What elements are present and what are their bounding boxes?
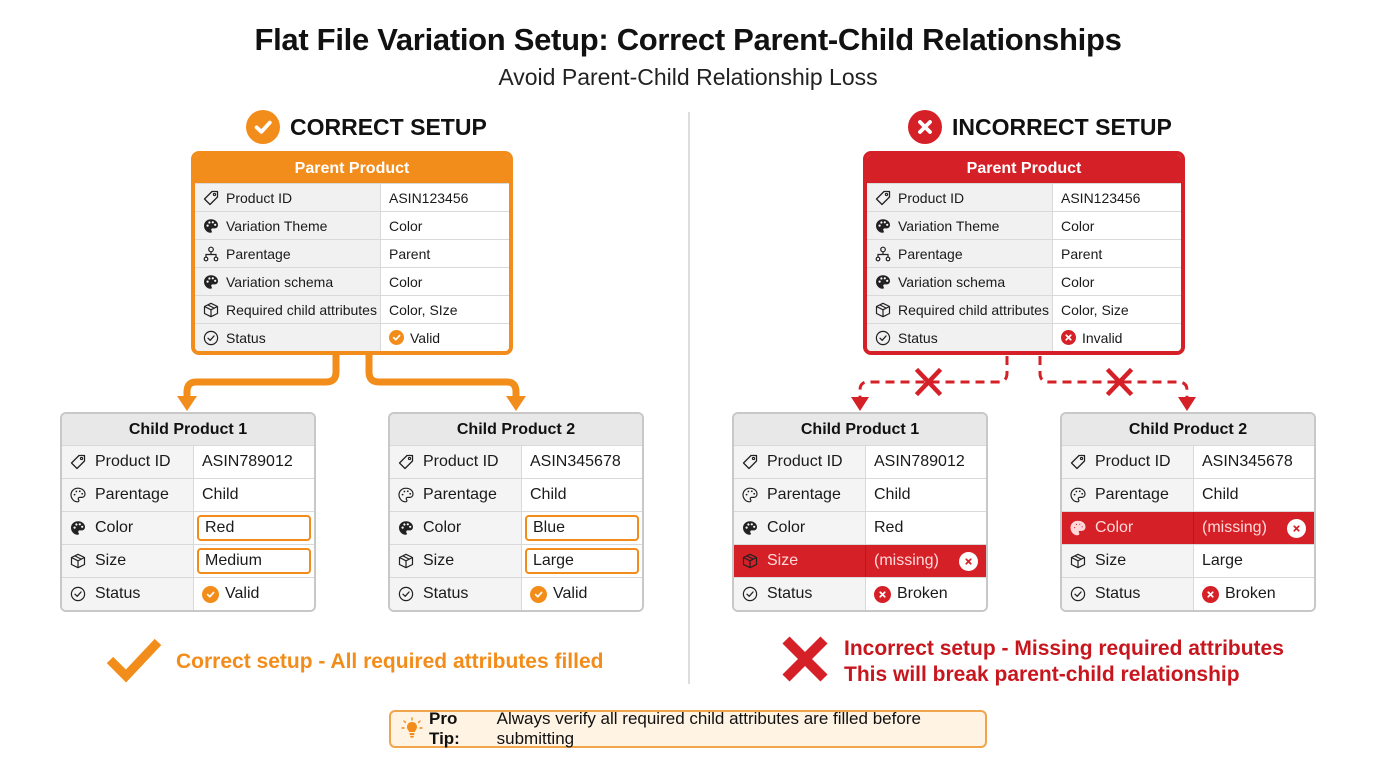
- hierarchy-icon: [203, 246, 219, 262]
- correct-child-1-table: [60, 412, 316, 612]
- highlighted-value: [525, 548, 639, 574]
- hierarchy-icon: [875, 246, 891, 262]
- palette-icon: [398, 520, 414, 536]
- table-row: [1062, 577, 1314, 610]
- row-value: ASIN789012: [202, 453, 293, 470]
- row-value: Child: [874, 486, 911, 503]
- correct-summary: [106, 634, 603, 690]
- x-badge-icon: [874, 586, 891, 603]
- table-row: [390, 544, 642, 577]
- row-value: (missing): [874, 552, 939, 569]
- row-label: Status: [423, 585, 469, 602]
- check-circle-outline-icon: [875, 330, 891, 346]
- pro-tip-banner: [389, 710, 987, 748]
- highlighted-value: [197, 515, 311, 541]
- row-value: Child: [1202, 486, 1239, 503]
- highlighted-value: [197, 548, 311, 574]
- error-x-icon: [1287, 519, 1306, 538]
- row-value: ASIN345678: [530, 453, 621, 470]
- table-row: [390, 511, 642, 544]
- row-label: Parentage: [1095, 486, 1169, 503]
- row-value: Medium: [205, 552, 262, 569]
- tag-icon: [875, 190, 891, 206]
- row-value: Color: [389, 273, 423, 290]
- table-row: [734, 511, 986, 544]
- correct-connectors: [187, 355, 516, 398]
- checkmark-icon: [106, 634, 162, 690]
- row-value: Child: [530, 486, 567, 503]
- check-badge-icon: [389, 330, 404, 345]
- check-circle-icon: [246, 110, 280, 144]
- palette-outline-icon: [742, 487, 758, 503]
- row-label: Parentage: [226, 245, 291, 262]
- table-row: [734, 445, 986, 478]
- status-value: Broken: [897, 585, 948, 602]
- palette-outline-icon: [1070, 487, 1086, 503]
- row-label: Parentage: [95, 486, 169, 503]
- row-label: Product ID: [898, 189, 965, 206]
- missing-attribute-row: [734, 544, 986, 577]
- palette-icon: [875, 274, 891, 290]
- table-row: [62, 544, 314, 577]
- broken-connectors: [860, 356, 1187, 398]
- table-row: [867, 183, 1181, 211]
- row-value: ASIN123456: [1061, 189, 1141, 206]
- row-label: Color: [1095, 519, 1134, 536]
- row-label: Required child attributes: [226, 301, 377, 318]
- row-label: Product ID: [226, 189, 293, 206]
- status-value: Valid: [225, 585, 260, 602]
- missing-attribute-row: [1062, 511, 1314, 544]
- status-value: Invalid: [1082, 329, 1123, 346]
- table-row: [62, 577, 314, 610]
- break-x-marks: [918, 371, 1130, 393]
- row-value: Red: [205, 519, 235, 536]
- row-value: Color: [1061, 273, 1095, 290]
- row-label: Size: [767, 552, 799, 569]
- table-row: [195, 183, 509, 211]
- table-row: [390, 445, 642, 478]
- incorrect-summary: [780, 634, 1284, 690]
- status-value: Valid: [553, 585, 588, 602]
- palette-icon: [742, 520, 758, 536]
- pro-tip-text: Always verify all required child attributes are filled before submitting: [496, 709, 921, 748]
- check-circle-outline-icon: [742, 586, 758, 602]
- row-label: Size: [95, 552, 127, 569]
- check-circle-outline-icon: [398, 586, 414, 602]
- row-label: Status: [767, 585, 813, 602]
- row-label: Product ID: [1095, 453, 1171, 470]
- child-table-header: Child Product 1: [62, 414, 314, 445]
- tag-icon: [398, 454, 414, 470]
- check-circle-outline-icon: [70, 586, 86, 602]
- table-row: [867, 323, 1181, 351]
- x-badge-icon: [1202, 586, 1219, 603]
- table-row: [867, 267, 1181, 295]
- row-label: Size: [423, 552, 455, 569]
- palette-outline-icon: [398, 487, 414, 503]
- incorrect-summary-line1: Incorrect setup - Missing required attributes: [844, 637, 1284, 660]
- table-row: [1062, 445, 1314, 478]
- row-label: Variation schema: [226, 273, 334, 290]
- pro-tip-label: Pro Tip:: [429, 709, 460, 748]
- palette-icon: [203, 218, 219, 234]
- table-row: [195, 211, 509, 239]
- big-x-icon: [780, 634, 830, 690]
- correct-child-2-table: [388, 412, 644, 612]
- table-row: [734, 478, 986, 511]
- box-icon: [203, 302, 219, 318]
- child-table-header: Child Product 2: [1062, 414, 1314, 445]
- table-row: [867, 239, 1181, 267]
- status-value: Broken: [1225, 585, 1276, 602]
- row-value: Large: [1202, 552, 1243, 569]
- row-value: ASIN123456: [389, 189, 469, 206]
- x-circle-icon: [908, 110, 942, 144]
- page-title: Flat File Variation Setup: Correct Parent-Child Relationships: [254, 22, 1122, 57]
- row-label: Parentage: [767, 486, 841, 503]
- box-icon: [742, 553, 758, 569]
- row-value: Color: [389, 217, 423, 234]
- row-value: Red: [874, 519, 904, 536]
- section-divider: [688, 112, 690, 684]
- row-label: Status: [1095, 585, 1141, 602]
- row-label: Parentage: [423, 486, 497, 503]
- child-table-header: Child Product 2: [390, 414, 642, 445]
- row-value: ASIN789012: [874, 453, 965, 470]
- row-label: Size: [1095, 552, 1127, 569]
- incorrect-child-1-table: [732, 412, 988, 612]
- row-value: Color: [1061, 217, 1095, 234]
- row-label: Variation Theme: [898, 217, 1000, 234]
- page-subtitle: Avoid Parent-Child Relationship Loss: [498, 64, 878, 90]
- table-row: [195, 295, 509, 323]
- table-row: [1062, 544, 1314, 577]
- table-row: [62, 445, 314, 478]
- row-value: Child: [202, 486, 239, 503]
- table-row: [867, 211, 1181, 239]
- row-label: Color: [767, 519, 806, 536]
- table-row: [195, 323, 509, 351]
- incorrect-child-2-table: [1060, 412, 1316, 612]
- row-value: Color, Size: [1061, 301, 1129, 318]
- palette-icon: [1070, 520, 1086, 536]
- correct-heading-label: CORRECT SETUP: [290, 113, 487, 140]
- lightbulb-icon: [401, 717, 423, 741]
- row-label: Product ID: [95, 453, 171, 470]
- palette-icon: [203, 274, 219, 290]
- row-label: Parentage: [898, 245, 963, 262]
- row-label: Status: [226, 329, 266, 346]
- correct-setup-heading: [246, 108, 487, 146]
- parent-table-header: Parent Product: [195, 155, 509, 183]
- row-value: Color, SIze: [389, 301, 458, 318]
- palette-icon: [875, 218, 891, 234]
- tag-icon: [1070, 454, 1086, 470]
- check-circle-outline-icon: [203, 330, 219, 346]
- table-row: [195, 267, 509, 295]
- table-row: [390, 577, 642, 610]
- check-badge-icon: [530, 586, 547, 603]
- row-label: Product ID: [767, 453, 843, 470]
- row-value: ASIN345678: [1202, 453, 1293, 470]
- row-label: Variation Theme: [226, 217, 328, 234]
- table-row: [867, 295, 1181, 323]
- palette-outline-icon: [70, 487, 86, 503]
- row-value: Blue: [533, 519, 566, 536]
- row-value: Large: [533, 552, 574, 569]
- box-icon: [875, 302, 891, 318]
- palette-icon: [70, 520, 86, 536]
- row-value: Parent: [389, 245, 431, 262]
- status-value: Valid: [410, 329, 441, 346]
- row-value: Parent: [1061, 245, 1103, 262]
- row-label: Product ID: [423, 453, 499, 470]
- table-row: [390, 478, 642, 511]
- correct-parent-table: [191, 151, 513, 355]
- x-badge-icon: [1061, 330, 1076, 345]
- tag-icon: [742, 454, 758, 470]
- incorrect-summary-line2: This will break parent-child relationship: [844, 663, 1240, 686]
- box-icon: [70, 553, 86, 569]
- check-circle-outline-icon: [1070, 586, 1086, 602]
- tag-icon: [70, 454, 86, 470]
- table-row: [1062, 478, 1314, 511]
- row-label: Variation schema: [898, 273, 1006, 290]
- row-value: (missing): [1202, 519, 1267, 536]
- parent-table-header: Parent Product: [867, 155, 1181, 183]
- error-x-icon: [959, 552, 978, 571]
- table-row: [734, 577, 986, 610]
- row-label: Color: [423, 519, 462, 536]
- table-row: [62, 511, 314, 544]
- row-label: Color: [95, 519, 134, 536]
- row-label: Required child attributes: [898, 301, 1049, 318]
- row-label: Status: [898, 329, 938, 346]
- highlighted-value: [525, 515, 639, 541]
- child-table-header: Child Product 1: [734, 414, 986, 445]
- incorrect-setup-heading: [908, 108, 1172, 146]
- incorrect-parent-table: [863, 151, 1185, 355]
- correct-summary-text: Correct setup - All required attributes filled: [176, 650, 604, 673]
- box-icon: [1070, 553, 1086, 569]
- tag-icon: [203, 190, 219, 206]
- table-row: [62, 478, 314, 511]
- table-row: [195, 239, 509, 267]
- row-label: Status: [95, 585, 141, 602]
- box-icon: [398, 553, 414, 569]
- incorrect-heading-label: INCORRECT SETUP: [952, 113, 1172, 140]
- check-badge-icon: [202, 586, 219, 603]
